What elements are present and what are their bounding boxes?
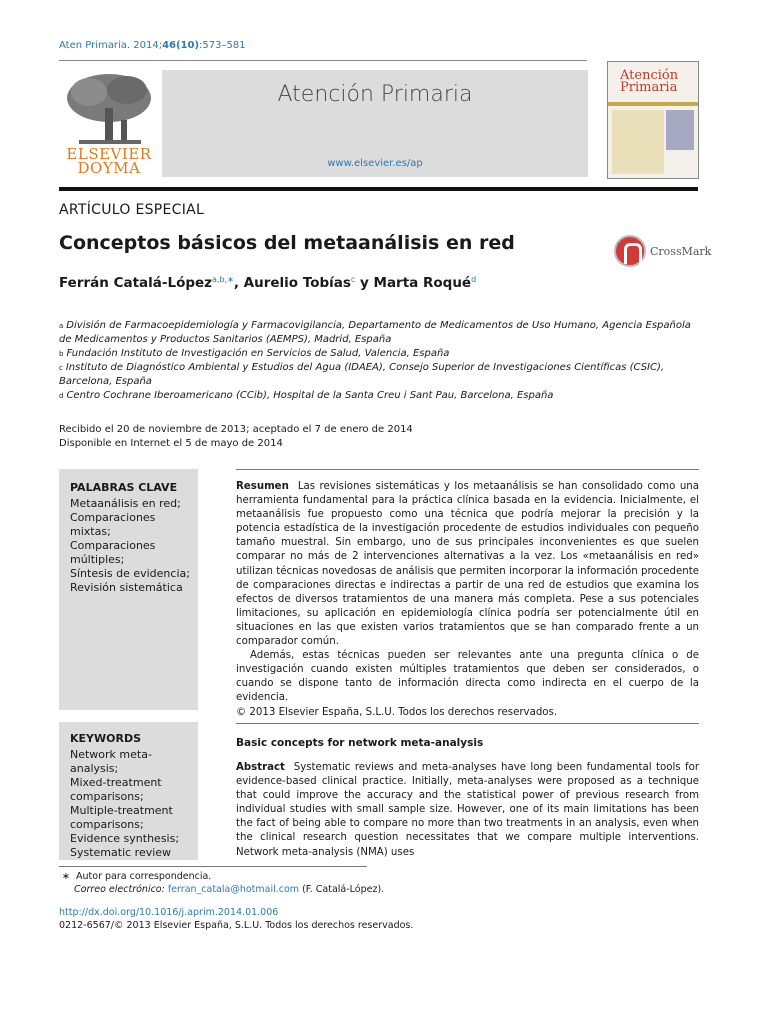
author-name[interactable]: Marta Roqué <box>373 275 472 291</box>
affiliations <box>59 319 699 403</box>
header-divider <box>59 60 587 61</box>
received-date: Recibido el 20 de noviembre de 2013; aceptado el 7 de enero de 2014 <box>59 424 413 435</box>
journal-cover-thumbnail <box>607 61 699 179</box>
keyword-item: Mixed-treatment comparisons; <box>70 776 162 803</box>
resumen-block <box>236 480 699 720</box>
keyword-item: Evidence synthesis; <box>70 832 180 845</box>
abstract-divider <box>236 723 699 724</box>
elsevier-doyma-wordmark: ELSEVIER DOYMA <box>66 145 152 177</box>
keyword-item: Comparaciones mixtas; <box>70 511 156 538</box>
affiliation-item: $^c$ Instituto de Diagnóstico Ambiental y Estudios del Agua (IDAEA), Consejo Superior de Investigaciones Científicas (CSIC), Barcelona, España <box>59 362 665 387</box>
keyword-item: Revisión sistemática <box>70 581 183 594</box>
author-name[interactable]: Aurelio Tobías <box>243 275 351 291</box>
keyword-item: Síntesis de evidencia; <box>70 567 190 580</box>
keyword-item: Systematic review <box>70 846 172 859</box>
abstract-top-rule <box>236 469 699 470</box>
affiliation-item: $^b$ Fundación Instituto de Investigación en Servicios de Salud, Valencia, España <box>59 348 450 359</box>
keywords-heading: KEYWORDS <box>70 732 142 745</box>
doi-link[interactable]: http://dx.doi.org/10.1016/j.aprim.2014.01.006 <box>59 907 279 918</box>
available-date: Disponible en Internet el 5 de mayo de 2014 <box>59 438 283 449</box>
journal-url-link[interactable]: www.elsevier.es/ap <box>327 158 423 169</box>
cover-title: Atención Primaria <box>620 68 679 95</box>
journal-citation[interactable]: Aten Primaria. 2014;46(10):573–581 <box>59 40 246 51</box>
english-abstract-block <box>236 761 699 860</box>
resumen-text: Las revisiones sistemáticas y los metaanálisis se han consolidado como una herramienta fundamental para la práctica clínica basada en la evidencia. Inicialmente, el metaanálisis fue propuesto como una técnica que podría mejorar la precisión y la potencia estadística de la investigación procedente de estudios individuales con pequeño tamaño muestral. Sin embargo, uno de sus principales inconvenientes es que suelen comparar no más de 2 intervenciones alternativas a la vez. Los «metaanálisis en red» utilizan técnicas novedosas de análisis que permiten incorporar la información procedente de comparaciones directas e indirectas a partir de una red de estudios que examina los efectos de diversos tratamientos de una manera más completa. Pese a sus potenciales limitaciones, su aplicación en epidemiología clínica podría ser potencialmente útil en situaciones en las que existen varios tratamientos que se han comparado frente a un comparador común. <box>236 481 699 648</box>
resumen-paragraph-2: Además, estas técnicas pueden ser relevantes ante una pregunta clínica o de investigación cuando existen múltiples tratamientos que deben ser considerados, o cuando se dispone tanto de información directa como indirecta en el cuerpo de la evidencia. <box>236 650 699 704</box>
author-name[interactable]: Ferrán Catalá-López <box>59 275 213 291</box>
keywords-en-panel <box>59 722 198 860</box>
keyword-item: Network meta-analysis; <box>70 748 152 775</box>
affiliation-item: $^a$ División de Farmacoepidemiología y Farmacovigilancia, Departamento de Medicamentos de Uso Humano, Agencia Española de Medicamentos y Productos Sanitarios (AEMPS), Madrid, España <box>59 320 691 345</box>
keywords-es-panel <box>59 469 198 710</box>
english-title: Basic concepts for network meta-analysis <box>236 737 484 749</box>
resumen-label: Resumen <box>236 481 289 492</box>
affiliation-item: $^d$ Centro Cochrane Iberoamericano (CCib), Hospital de la Santa Creu i Sant Pau, Barcelona, España <box>59 390 554 401</box>
abstract-label: Abstract <box>236 762 285 773</box>
footnote-rule <box>59 866 367 867</box>
author-list: Ferrán Catalá-López$^{a,b,∗}$, Aurelio Tobías$^c$ y Marta Roqué$^d$ <box>59 275 477 291</box>
email-link[interactable]: ferran_catala@hotmail.com <box>167 884 300 895</box>
keyword-item: Multiple-treatment comparisons; <box>70 804 173 831</box>
header-thick-rule <box>59 187 698 191</box>
keywords-heading: PALABRAS CLAVE <box>70 481 178 494</box>
crossmark-icon <box>614 235 646 267</box>
journal-title: Atención Primaria <box>277 82 473 107</box>
correspondence-footnote: ∗ Autor para correspondencia. Correo electrónico: ferran_catala@hotmail.com (F. Catalá-López). <box>62 871 385 895</box>
article-dates <box>59 423 413 451</box>
keyword-item: Metaanálisis en red; <box>70 497 181 510</box>
keyword-item: Comparaciones múltiples; <box>70 539 156 566</box>
article-title: Conceptos básicos del metaanálisis en red <box>59 232 515 254</box>
issn-copyright: 0212-6567/© 2013 Elsevier España, S.L.U. Todos los derechos reservados. <box>59 920 414 931</box>
resumen-copyright: © 2013 Elsevier España, S.L.U. Todos los derechos reservados. <box>236 706 558 718</box>
abstract-text: Systematic reviews and meta-analyses have long been fundamental tools for evidence-based clinical practice. Initially, meta-analyses were proposed as a technique that could improve the accuracy and the statistical power of previous research from individual studies with small sample size. However, one of its main limitations has been the fact of being able to compare no more than two treatments in an analysis, even when the clinical research question necessitates that we compare multiple interventions. Network meta-analysis (NMA) uses <box>236 762 700 858</box>
article-type: ARTÍCULO ESPECIAL <box>59 202 205 218</box>
